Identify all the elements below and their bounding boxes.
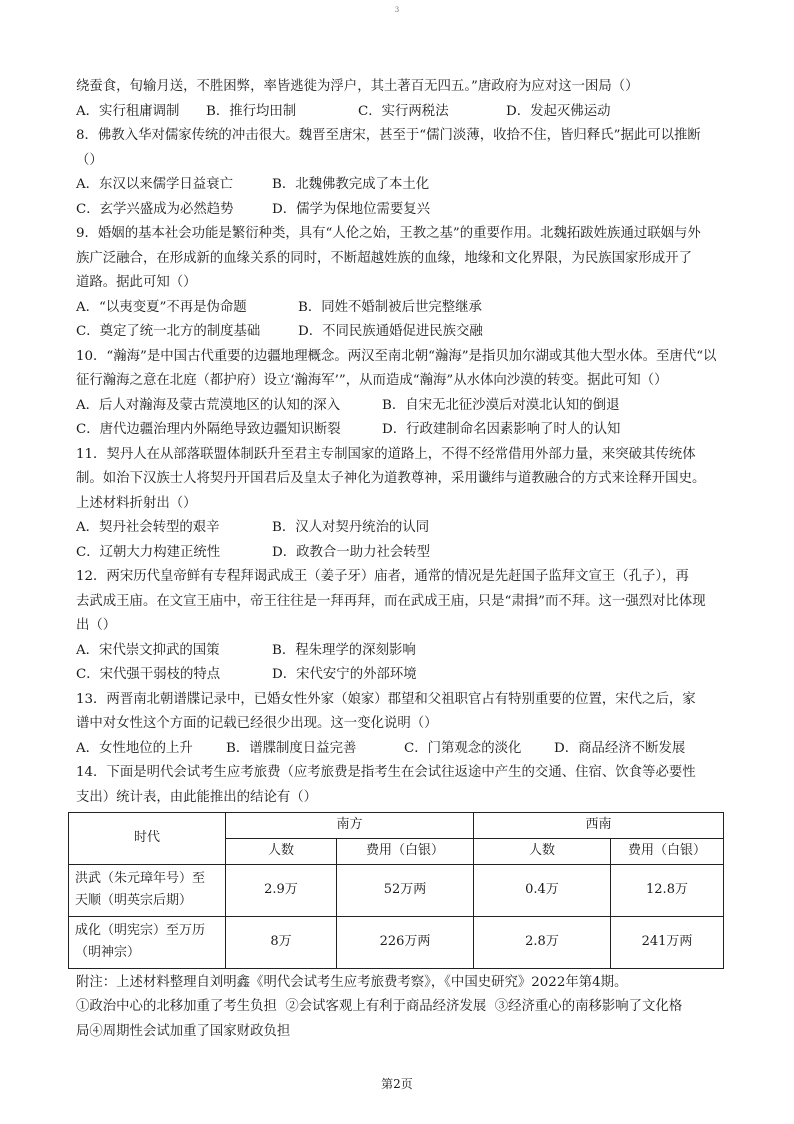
- q9-stem-line: 9．婚姻的基本社会功能是繁衍种类，具有“人伦之始，王教之基”的重要作用。北魏拓跋姓族通过联姻与外: [76, 226, 701, 241]
- q12-option-b: B．程朱理学的深刻影响: [272, 642, 416, 658]
- q14-stem-line: 14．下面是明代会试考生应考旅费（应考旅费是指考生在会试往返途中产生的交通、住宿、饮食等必要性: [76, 765, 696, 780]
- q7-options: [76, 100, 726, 125]
- page-number: 第2页: [381, 1077, 413, 1091]
- table-note: 附注：上述材料整理自刘明鑫《明代会试考生应考旅费考察》，《中国史研究》2022年第4期。: [76, 974, 628, 990]
- q11-stem-line: 上述材料折射出（）: [76, 495, 197, 511]
- q9-stem-line: 族广泛融合，在形成新的血缘关系的同时，不断超越姓族的血缘，地缘和文化界限，为民族国家形成开了: [76, 250, 692, 266]
- q9-option-c: C．奠定了统一北方的制度基础: [76, 324, 261, 339]
- q9-option-a: A．“以夷变夏”不再是伪命题: [76, 299, 247, 315]
- q12-option-d: D．宋代安宁的外部环境: [272, 667, 417, 682]
- table-header-row: [69, 813, 724, 839]
- q7-option-b: B．推行均田制: [206, 103, 297, 119]
- subheader-cost: 费用（白银）: [337, 838, 474, 864]
- q7-option-d: D．发起灭佛运动: [506, 103, 611, 119]
- q10-option-b: B．自宋无北征沙漠后对漠北认知的倒退: [382, 397, 620, 413]
- q11-option-c: C．辽朝大力构建正统性: [76, 544, 221, 560]
- q12-option-c: C．宋代强干弱枝的特点: [76, 667, 221, 682]
- era-line: 洪武（朱元璋年号）至: [75, 871, 206, 886]
- q8-stem-line: （）: [76, 152, 103, 168]
- q13-stem-line: 谱中对女性这个方面的记载已经很少出现。这一变化说明（）: [76, 716, 438, 731]
- table-cell: 2.9万: [226, 864, 337, 916]
- table-cell: 241万两: [611, 916, 724, 968]
- q12-stem-line: 12．两宋历代皇帝鲜有专程拜谒武成王（姜子牙）庙者，通常的情况是先赶国子监拜文宣王（孔子），再: [76, 569, 689, 584]
- subheader-count: 人数: [226, 838, 337, 864]
- q12-options: [76, 663, 726, 688]
- q10-options: [76, 418, 726, 443]
- table-row: [69, 864, 724, 916]
- q9-options: [76, 296, 726, 321]
- q13-option-b: B．谱牒制度日益完善: [226, 740, 357, 756]
- q8-options: [76, 173, 726, 198]
- era-cell: [69, 864, 226, 916]
- q8-option-a: A．东汉以来儒学日益衰亡: [76, 177, 233, 192]
- table-cell: 2.8万: [474, 916, 611, 968]
- q8-options: [76, 198, 726, 223]
- era-line: （明神宗）: [75, 945, 141, 960]
- q8-stem-line: 8．佛教入华对儒家传统的冲击很大。魏晋至唐宋，甚至于“儒门淡薄，收拾不住，皆归释氏”据此可以推断: [76, 128, 701, 143]
- q13-stem-line: 13．两晋南北朝谱牒记录中，已婚女性外家（娘家）郡望和父祖职官占有特别重要的位置，宋代之后，家: [76, 691, 696, 707]
- region-header-southwest: 西南: [474, 813, 724, 839]
- q11-option-b: B．汉人对契丹统治的认同: [272, 520, 430, 535]
- q13-option-c: C．门第观念的淡化: [404, 740, 522, 756]
- q12-options: [76, 639, 726, 664]
- q14-conclusions-line: 局④周期性会试加重了国家财政负担: [76, 1023, 291, 1039]
- q10-option-c: C．唐代边疆治理内外隔绝导致边疆知识断裂: [76, 422, 341, 437]
- q9-option-d: D．不同民族通婚促进民族交融: [298, 324, 483, 339]
- subheader-count: 人数: [474, 838, 611, 864]
- page-mark: 3: [394, 6, 400, 14]
- q8-option-b: B．北魏佛教完成了本土化: [272, 177, 430, 192]
- table-cell: 0.4万: [474, 864, 611, 916]
- q7-option-a: A．实行租庸调制: [76, 103, 180, 119]
- table-row: [69, 916, 724, 968]
- era-line: 天顺（明英宗后期）: [75, 893, 193, 908]
- q12-option-a: A．宋代崇文抑武的国策: [76, 642, 220, 658]
- q11-stem-line: 11．契丹人在从部落联盟体制跃升至君主专制国家的道路上，不得不经常借用外部力量，来突破其传统体: [76, 446, 696, 462]
- region-header-south: 南方: [226, 813, 474, 839]
- q10-stem-line: 征行瀚海之意在北庭（都护府）设立‘瀚海军’”，从而造成“瀚海”从水体向沙漠的转变。据此可知（）: [76, 373, 668, 388]
- q13-options: [76, 737, 726, 762]
- q9-options: [76, 320, 726, 345]
- era-header: 时代: [69, 813, 226, 865]
- q12-stem-line: 去武成王庙。在文宣王庙中，帝王往往是一拜再拜，而在武成王庙，只是“肃揖”而不拜。这一强烈对比体现: [76, 593, 706, 609]
- era-line: 成化（明宪宗）至万历: [75, 923, 206, 938]
- q11-option-d: D．政教合一助力社会转型: [272, 544, 431, 560]
- q13-option-a: A．女性地位的上升: [76, 740, 193, 756]
- subheader-cost: 费用（白银）: [611, 838, 724, 864]
- q11-options: [76, 541, 726, 566]
- travel-cost-table: [68, 812, 724, 969]
- q14-conclusions-line: ①政治中心的北移加重了考生负担 ②会试客观上有利于商品经济发展 ③经济重心的南移影响了文化格: [76, 999, 683, 1014]
- q12-stem-line: 出（）: [76, 618, 117, 633]
- table-cell: 12.8万: [611, 864, 724, 916]
- q7-option-c: C．实行两税法: [358, 103, 449, 119]
- q14-stem-line: 支出）统计表，由此能推出的结论有（）: [76, 789, 318, 805]
- q10-option-d: D．行政建制命名因素影响了时人的认知: [382, 422, 621, 437]
- table-cell: 226万两: [337, 916, 474, 968]
- q13-option-d: D．商品经济不断发展: [554, 740, 686, 756]
- q11-stem-line: 制。如治下汉族士人将契丹开国君后及皇太子神化为道教尊神，采用谶纬与道教融合的方式来诠释开国史。: [76, 471, 706, 486]
- q11-option-a: A．契丹社会转型的艰辛: [76, 520, 220, 535]
- table-cell: 8万: [226, 916, 337, 968]
- q8-option-c: C．玄学兴盛成为必然趋势: [76, 201, 234, 217]
- q10-options: [76, 394, 726, 419]
- q11-options: [76, 516, 726, 541]
- q10-option-a: A．后人对瀚海及蒙古荒漠地区的认知的深入: [76, 397, 341, 413]
- era-cell: [69, 916, 226, 968]
- table-cell: 52万两: [337, 864, 474, 916]
- q9-option-b: B．同姓不婚制被后世完整继承: [298, 299, 482, 315]
- q7-stem-tail: 绕蚕食，旬输月送，不胜困弊，率皆逃徙为浮户，其土著百无四五。”唐政府为应对这一困局（）: [76, 79, 639, 94]
- q9-stem-line: 道路。据此可知（）: [76, 275, 197, 290]
- q8-option-d: D．儒学为保地位需要复兴: [272, 201, 431, 217]
- q10-stem-line: 10．“瀚海”是中国古代重要的边疆地理概念。两汉至南北朝“瀚海”是指贝加尔湖或其他大型水体。至唐代“以: [76, 348, 717, 364]
- page-content: [76, 75, 726, 1044]
